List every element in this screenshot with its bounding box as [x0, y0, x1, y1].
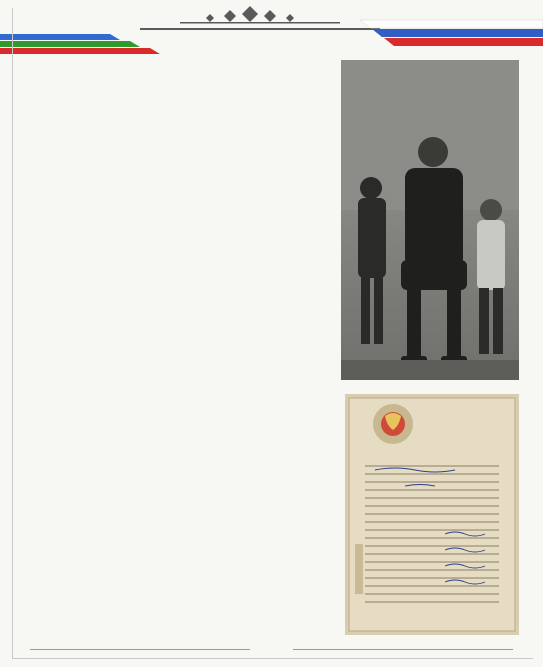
certificate-photo [345, 394, 519, 635]
header-ornament [0, 0, 543, 58]
emblem-icon [373, 404, 413, 444]
footer-ornament [0, 640, 543, 660]
family-photo [341, 60, 519, 380]
